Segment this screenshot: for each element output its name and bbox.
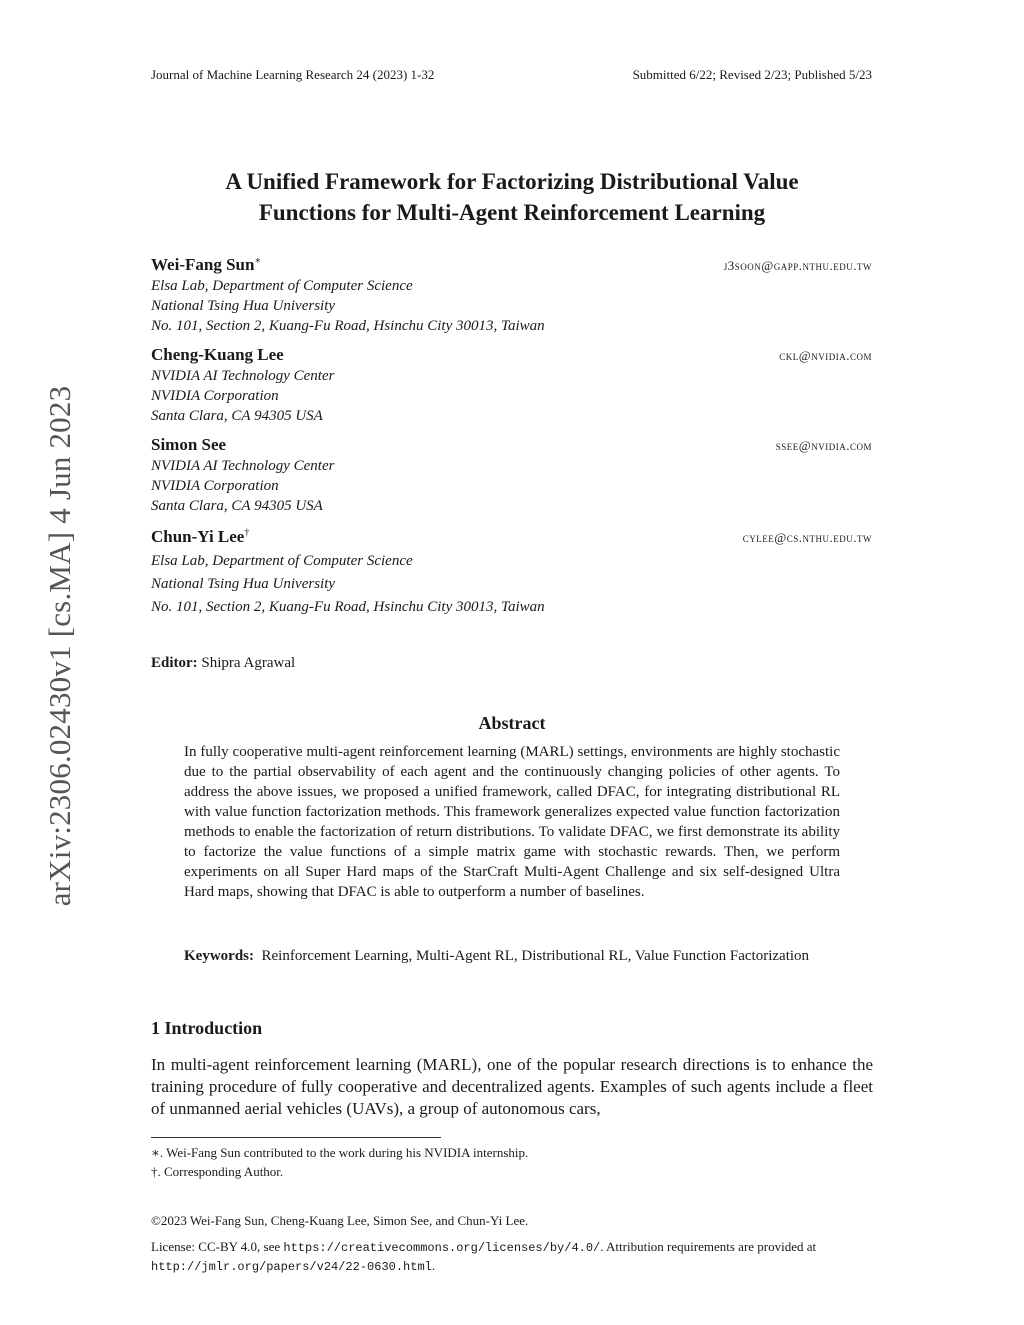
editor-name: Shipra Agrawal [201, 655, 296, 671]
title-line-1: A Unified Framework for Factorizing Distributional Value [225, 169, 799, 194]
author-name: Wei-Fang Sun∗ [151, 255, 262, 274]
author-affiliation [151, 550, 545, 619]
abstract-heading: Abstract [478, 713, 546, 733]
author-email[interactable]: j3soon@gapp.nthu.edu.tw [723, 258, 872, 273]
license-prefix: License: CC-BY 4.0, see [151, 1239, 284, 1254]
paper-title [120, 166, 904, 228]
affiliation-line: National Tsing Hua University [151, 298, 336, 314]
author-name: Cheng-Kuang Lee [151, 345, 284, 364]
affiliation-line: Elsa Lab, Department of Computer Science [151, 278, 413, 294]
affiliation-line: NVIDIA AI Technology Center [151, 458, 335, 474]
editor-label: Editor: [151, 655, 198, 671]
affiliation-line: Santa Clara, CA 94305 USA [151, 498, 323, 514]
license-suffix: . [431, 1258, 436, 1273]
license-notice [151, 1238, 873, 1276]
author-mark: ∗ [254, 255, 262, 267]
footnote-rule [151, 1137, 441, 1138]
author-name: Simon See [151, 435, 227, 454]
intro-paragraph: In multi-agent reinforcement learning (MARL), one of the popular research directions is to enhance the training procedure of fully cooperative and decentralized agents. Examples of such agents include a fleet of unmanned aerial vehicles (UAVs), a group of autonomous cars, [151, 1055, 873, 1118]
keywords-text: Reinforcement Learning, Multi-Agent RL, Distributional RL, Value Function Factorization [261, 948, 810, 964]
affiliation-line: NVIDIA AI Technology Center [151, 368, 335, 384]
submission-dates: Submitted 6/22; Revised 2/23; Published 5/23 [632, 67, 872, 82]
license-link[interactable]: https://creativecommons.org/licenses/by/4.0/ [283, 1241, 601, 1255]
affiliation-line: NVIDIA Corporation [151, 388, 279, 404]
affiliation-line: NVIDIA Corporation [151, 478, 279, 494]
section-heading: 1 Introduction [151, 1018, 263, 1038]
author-affiliation [151, 276, 545, 336]
affiliation-line: Santa Clara, CA 94305 USA [151, 408, 323, 424]
author-name: Chun-Yi Lee† [151, 527, 250, 546]
author-email[interactable]: cylee@cs.nthu.edu.tw [742, 530, 872, 545]
title-line-2: Functions for Multi-Agent Reinforcement Learning [258, 200, 766, 225]
keywords-label: Keywords: [184, 948, 254, 964]
affiliation-line: No. 101, Section 2, Kuang-Fu Road, Hsinchu City 30013, Taiwan [151, 318, 545, 334]
author-affiliation [151, 456, 334, 516]
editor-line [151, 655, 295, 672]
paper-link[interactable]: http://jmlr.org/papers/v24/22-0630.html [151, 1260, 432, 1274]
copyright-notice: ©2023 Wei-Fang Sun, Cheng-Kuang Lee, Simon See, and Chun-Yi Lee. [151, 1213, 529, 1228]
footnote: †. Corresponding Author. [151, 1164, 284, 1179]
author-affiliation [151, 366, 334, 426]
affiliation-line: Elsa Lab, Department of Computer Science [151, 553, 413, 569]
journal-header: Journal of Machine Learning Research 24 (2023) 1-32 [151, 67, 435, 82]
footnote: ∗. Wei-Fang Sun contributed to the work during his NVIDIA internship. [151, 1145, 529, 1160]
author-email[interactable]: ssee@nvidia.com [775, 438, 872, 453]
keywords [184, 946, 840, 966]
author-mark: † [244, 527, 250, 539]
license-middle: . Attribution requirements are provided at [600, 1239, 817, 1254]
abstract-text: In fully cooperative multi-agent reinforcement learning (MARL) settings, environments are highly stochastic due to the partial observability of each agent and the continuously changing policies of other agents. To address the above issues, we proposed a unified framework, called DFAC, for integrating distributional RL with value function factorization methods. This framework generalizes expected value function factorization methods to enable the factorization of return distributions. To validate DFAC, we first demonstrate its ability to factorize the value functions of a simple matrix game with stochastic rewards. Then, we perform experiments on all Super Hard maps of the StarCraft Multi-Agent Challenge and six self-designed Ultra Hard maps, showing that DFAC is able to outperform a number of baselines. [184, 744, 840, 900]
arxiv-stamp: arXiv:2306.02430v1 [cs.MA] 4 Jun 2023 [42, 385, 77, 907]
author-email[interactable]: ckl@nvidia.com [779, 348, 872, 363]
affiliation-line: National Tsing Hua University [151, 576, 336, 592]
affiliation-line: No. 101, Section 2, Kuang-Fu Road, Hsinchu City 30013, Taiwan [151, 599, 545, 615]
